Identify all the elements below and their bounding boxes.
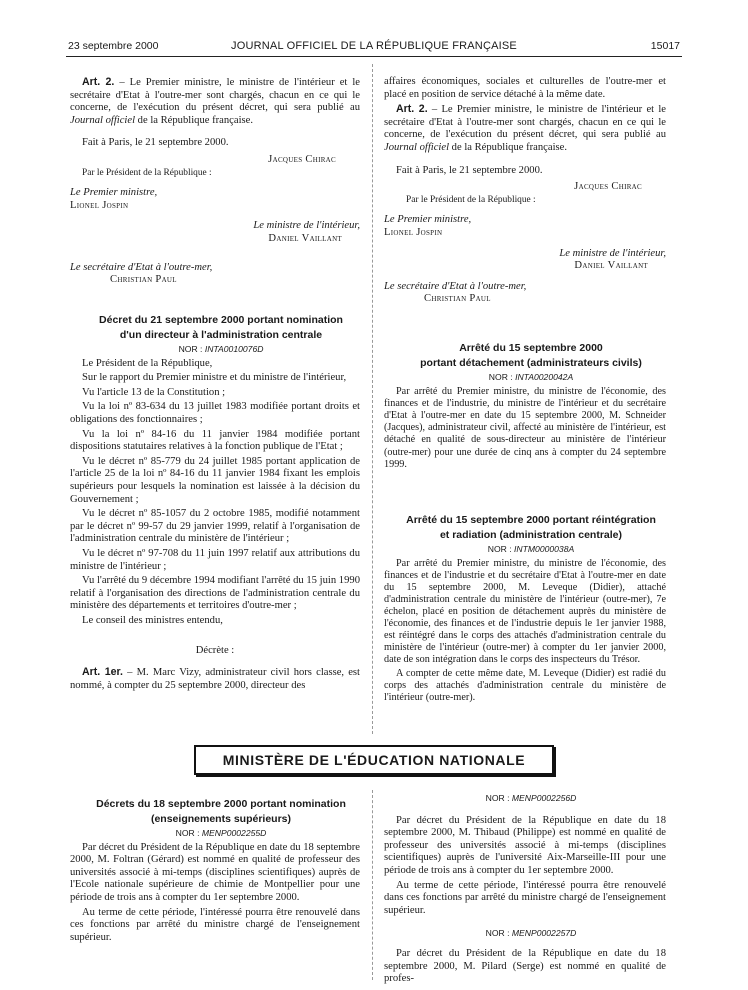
article-2-text: – Le Premier ministre, le ministre de l'intérieur et le secrétaire d'Etat à l'outre-mer sont chargés, chacun en ce qui le concerne, de l'exécution du présent décret, qui sera publié au — [384, 104, 666, 141]
fait-a-paris: Fait à Paris, le 21 septembre 2000. — [396, 164, 543, 176]
article-2-text: – Le Premier ministre, le ministre de l'intérieur et le secrétaire d'Etat à l'outre-mer sont chargés, chacun en ce qui le concerne, de l'exécution du présent décret, qui sera publié au — [70, 77, 361, 114]
ministre-interieur-title: Le ministre de l'intérieur, — [559, 247, 666, 259]
arrete-2-body: Par arrêté du Premier ministre, du ministre de l'économie, des finances et de l'industrie et du secrétaire d'Etat à l'outre-mer en date du 15 septembre 2000, M. Leveque (Didier), attaché d'administration centrale du ministère de l'intérieur (outre-mer), 7e échelon, placé en position de détachement auprès du ministère de l'économie, des finances et de l'industrie depuis le 1er janvier 1988, est réintégré dans le corps des attachés d'administration centrale du ministère de l'intérieur (outre-mer) à compter du 1er janvier 2000, date de son intégration dans le corps des inspecteurs du Trésor. — [384, 557, 666, 665]
arrete-2-title-line-1: Arrêté du 15 septembre 2000 portant réintégration — [406, 514, 656, 526]
signer-name: Jacques Chirac — [268, 153, 336, 165]
decree-nomination-directeur — [70, 314, 360, 694]
header-date: 23 septembre 2000 — [68, 40, 159, 52]
par-le-president: Par le Président de la République : — [82, 167, 212, 178]
right-column-bottom — [384, 792, 666, 988]
secretaire-etat-name: Christian Paul — [110, 274, 177, 286]
decree-1-nor — [70, 343, 360, 356]
decree-2-para-1: Par décret du Président de la République en date du 18 septembre 2000, M. Foltran (Gérard) est nommé en qualité de professeur des universités associé à mi-temps (disciplines scientifiques) auprès de l'Ecole nationale supérieure de chimie de Montpellier pour une période de trois ans à compter du 1er septembre 2000. — [70, 841, 360, 903]
page-header — [68, 40, 680, 56]
arrete-2-title-line-2: et radiation (administration centrale) — [439, 528, 623, 541]
decree-4-para-1: Par décret du Président de la République en date du 18 septembre 2000, M. Pilard (Serge) est nommé en qualité de profes- — [384, 947, 666, 985]
column-divider-top — [372, 64, 373, 734]
journal-officiel-italic: Journal officiel — [70, 114, 136, 126]
header-journal-title: JOURNAL OFFICIEL DE LA RÉPUBLIQUE FRANÇAISE — [231, 40, 517, 52]
decree-3-nor — [384, 792, 666, 805]
secretaire-etat-name: Christian Paul — [424, 293, 491, 305]
decree-1-para: Vu la loi nº 83-634 du 13 juillet 1983 modifiée portant droits et obligations des fonctionnaires ; — [70, 401, 360, 425]
journal-officiel-italic: Journal officiel — [384, 141, 450, 153]
decree-1-para: Vu la loi nº 84-16 du 11 janvier 1984 modifiée portant dispositions statutaires relatives à la fonction publique de l'Etat ; — [70, 428, 360, 453]
decree-1-para: Vu l'article 13 de la Constitution ; — [82, 386, 226, 398]
nor-code: INTA0010076D — [204, 344, 264, 354]
column-divider-bottom — [372, 790, 373, 980]
secretaire-etat-title: Le secrétaire d'Etat à l'outre-mer, — [70, 261, 213, 273]
decree-3-para-1: Par décret du Président de la République en date du 18 septembre 2000, M. Thibaud (Philippe) est nommé en qualité de professeur des universités associé à mi-temps (disciplines scientifiques) auprès de l'université Aix-Marseille-III pour une période de trois ans à compter du 1er septembre 2000. — [384, 814, 666, 876]
nor-label: NOR : — [485, 793, 512, 803]
article-1-label: Art. 1er. — [82, 666, 123, 679]
ministre-interieur-name: Daniel Vaillant — [574, 260, 648, 272]
decree-1-title-line-2: d'un directeur à l'administration centrale — [119, 328, 323, 341]
decree-1-para: Vu l'arrêté du 9 décembre 1994 modifiant l'arrêté du 15 juin 1990 relatif à l'organisation des directions de l'administration centrale du ministère des départements et territoires d'outre-mer ; — [70, 575, 360, 612]
decree-2-para-2: Au terme de cette période, l'intéressé pourra être renouvelé dans ces fonctions par arrêté du ministre chargé de l'enseignement supérieur. — [70, 906, 360, 943]
decree-2-title-line-2: (enseignements supérieurs) — [150, 812, 292, 825]
article-2-end: de la République française. — [135, 114, 253, 126]
decree-1-para: Le conseil des ministres entendu, — [82, 614, 223, 626]
decree-1-para: Vu le décret nº 85-779 du 24 juillet 1985 portant application de l'article 25 de la loi nº 84-16 du 11 janvier 1984 fixant les emplois supérieurs pour lesquels la nomination est laissée à la décision du Gouvernement ; — [70, 455, 360, 505]
arrete-1-body: Par arrêté du Premier ministre, du ministre de l'économie, des finances et de l'industrie, du ministre de l'intérieur et du secrétaire d'Etat à l'outre-mer en date du 15 septembre 2000, M. Schneider (Jacques), administrateur civil, affecté au ministère de l'intérieur, est détaché en qualité de sous-directeur au ministère de l'intérieur (outre-mer) pour une durée de cinq ans à compter du 24 septembre 1999. — [384, 385, 666, 470]
article-2-label: Art. 2. — [82, 76, 115, 88]
nor-label: NOR : — [488, 372, 516, 382]
arrete-1-title-line-1: Arrêté du 15 septembre 2000 — [459, 342, 603, 354]
nor-code: MENP0002257D — [511, 928, 577, 939]
decree-1-title-line-1: Décret du 21 septembre 2000 portant nomination — [99, 314, 343, 326]
decree-1-para: Le Président de la République, — [82, 357, 213, 369]
signer-name: Jacques Chirac — [574, 181, 642, 193]
decree-2-title-line-1: Décrets du 18 septembre 2000 portant nomination — [96, 798, 346, 810]
article-2-paragraph — [384, 103, 666, 154]
decree-3-para-2: Au terme de cette période, l'intéressé pourra être renouvelé dans ces fonctions par arrêté du ministre chargé de l'enseignement supérieur. — [384, 879, 666, 916]
header-page-number: 15017 — [650, 40, 680, 52]
nor-label: NOR : — [485, 928, 512, 939]
premier-ministre-name: Lionel Jospin — [384, 226, 443, 238]
nor-label: NOR : — [175, 828, 202, 838]
arrete-2-body-2: A compter de cette même date, M. Leveque (Didier) est radié du corps des attachés d'administration centrale du ministère de l'intérieur (outre-mer). — [384, 667, 666, 703]
article-2-label: Art. 2. — [396, 103, 428, 116]
arrete-1-title-line-2: portant détachement (administrateurs civils) — [420, 356, 642, 369]
article-1-text: – M. Marc Vizy, administrateur civil hors classe, est nommé, à compter du 25 septembre 2000, directeur des — [70, 667, 361, 691]
nor-code: MENP0002255D — [201, 828, 267, 838]
premier-ministre-title: Le Premier ministre, — [70, 187, 158, 199]
decree-1-para: Sur le rapport du Premier ministre et du ministre de l'intérieur, — [82, 372, 347, 384]
article-1-paragraph — [70, 666, 360, 692]
premier-ministre-name: Lionel Jospin — [70, 199, 129, 211]
par-le-president: Par le Président de la République : — [406, 194, 536, 205]
decree-2-nor — [70, 827, 360, 840]
secretaire-etat-title: Le secrétaire d'Etat à l'outre-mer, — [384, 280, 527, 292]
article-2-end: de la République française. — [449, 141, 567, 153]
article-2-paragraph — [70, 76, 360, 127]
nor-code: INTM0000038A — [514, 544, 575, 554]
right-column-top — [384, 76, 666, 306]
premier-ministre-title: Le Premier ministre, — [384, 214, 472, 226]
fait-a-paris: Fait à Paris, le 21 septembre 2000. — [82, 137, 229, 149]
continuation-paragraph: affaires économiques, sociales et culturelles de l'outre-mer et placé en position de service détaché à la même date. — [384, 76, 666, 100]
nor-code: INTA0020042A — [515, 372, 574, 382]
header-rule — [66, 56, 682, 57]
decrete: Décrète : — [195, 645, 235, 657]
arrete-detachement — [384, 342, 666, 473]
decrets-enseignements-superieurs — [70, 798, 360, 946]
nor-code: MENP0002256D — [511, 793, 577, 803]
ministre-interieur-name: Daniel Vaillant — [268, 232, 342, 244]
arrete-1-nor — [384, 371, 666, 384]
decree-1-para: Vu le décret nº 85-1057 du 2 octobre 1985, modifié notamment par le décret nº 99-57 du 29 janvier 1999, relatif à l'organisation de l'administration centrale du ministère de l'intérieur ; — [70, 508, 360, 545]
nor-label: NOR : — [487, 544, 515, 554]
arrete-2-nor — [384, 543, 666, 556]
ministre-interieur-title: Le ministre de l'intérieur, — [253, 220, 360, 232]
decree-4-nor — [384, 927, 666, 940]
arrete-reintegration — [384, 514, 666, 706]
nor-label: NOR : — [178, 344, 205, 354]
ministry-banner: MINISTÈRE DE L'ÉDUCATION NATIONALE — [194, 745, 554, 775]
left-column-top — [70, 76, 360, 287]
decree-1-para: Vu le décret nº 97-708 du 11 juin 1997 relatif aux attributions du ministre de l'intérieur ; — [70, 547, 360, 572]
